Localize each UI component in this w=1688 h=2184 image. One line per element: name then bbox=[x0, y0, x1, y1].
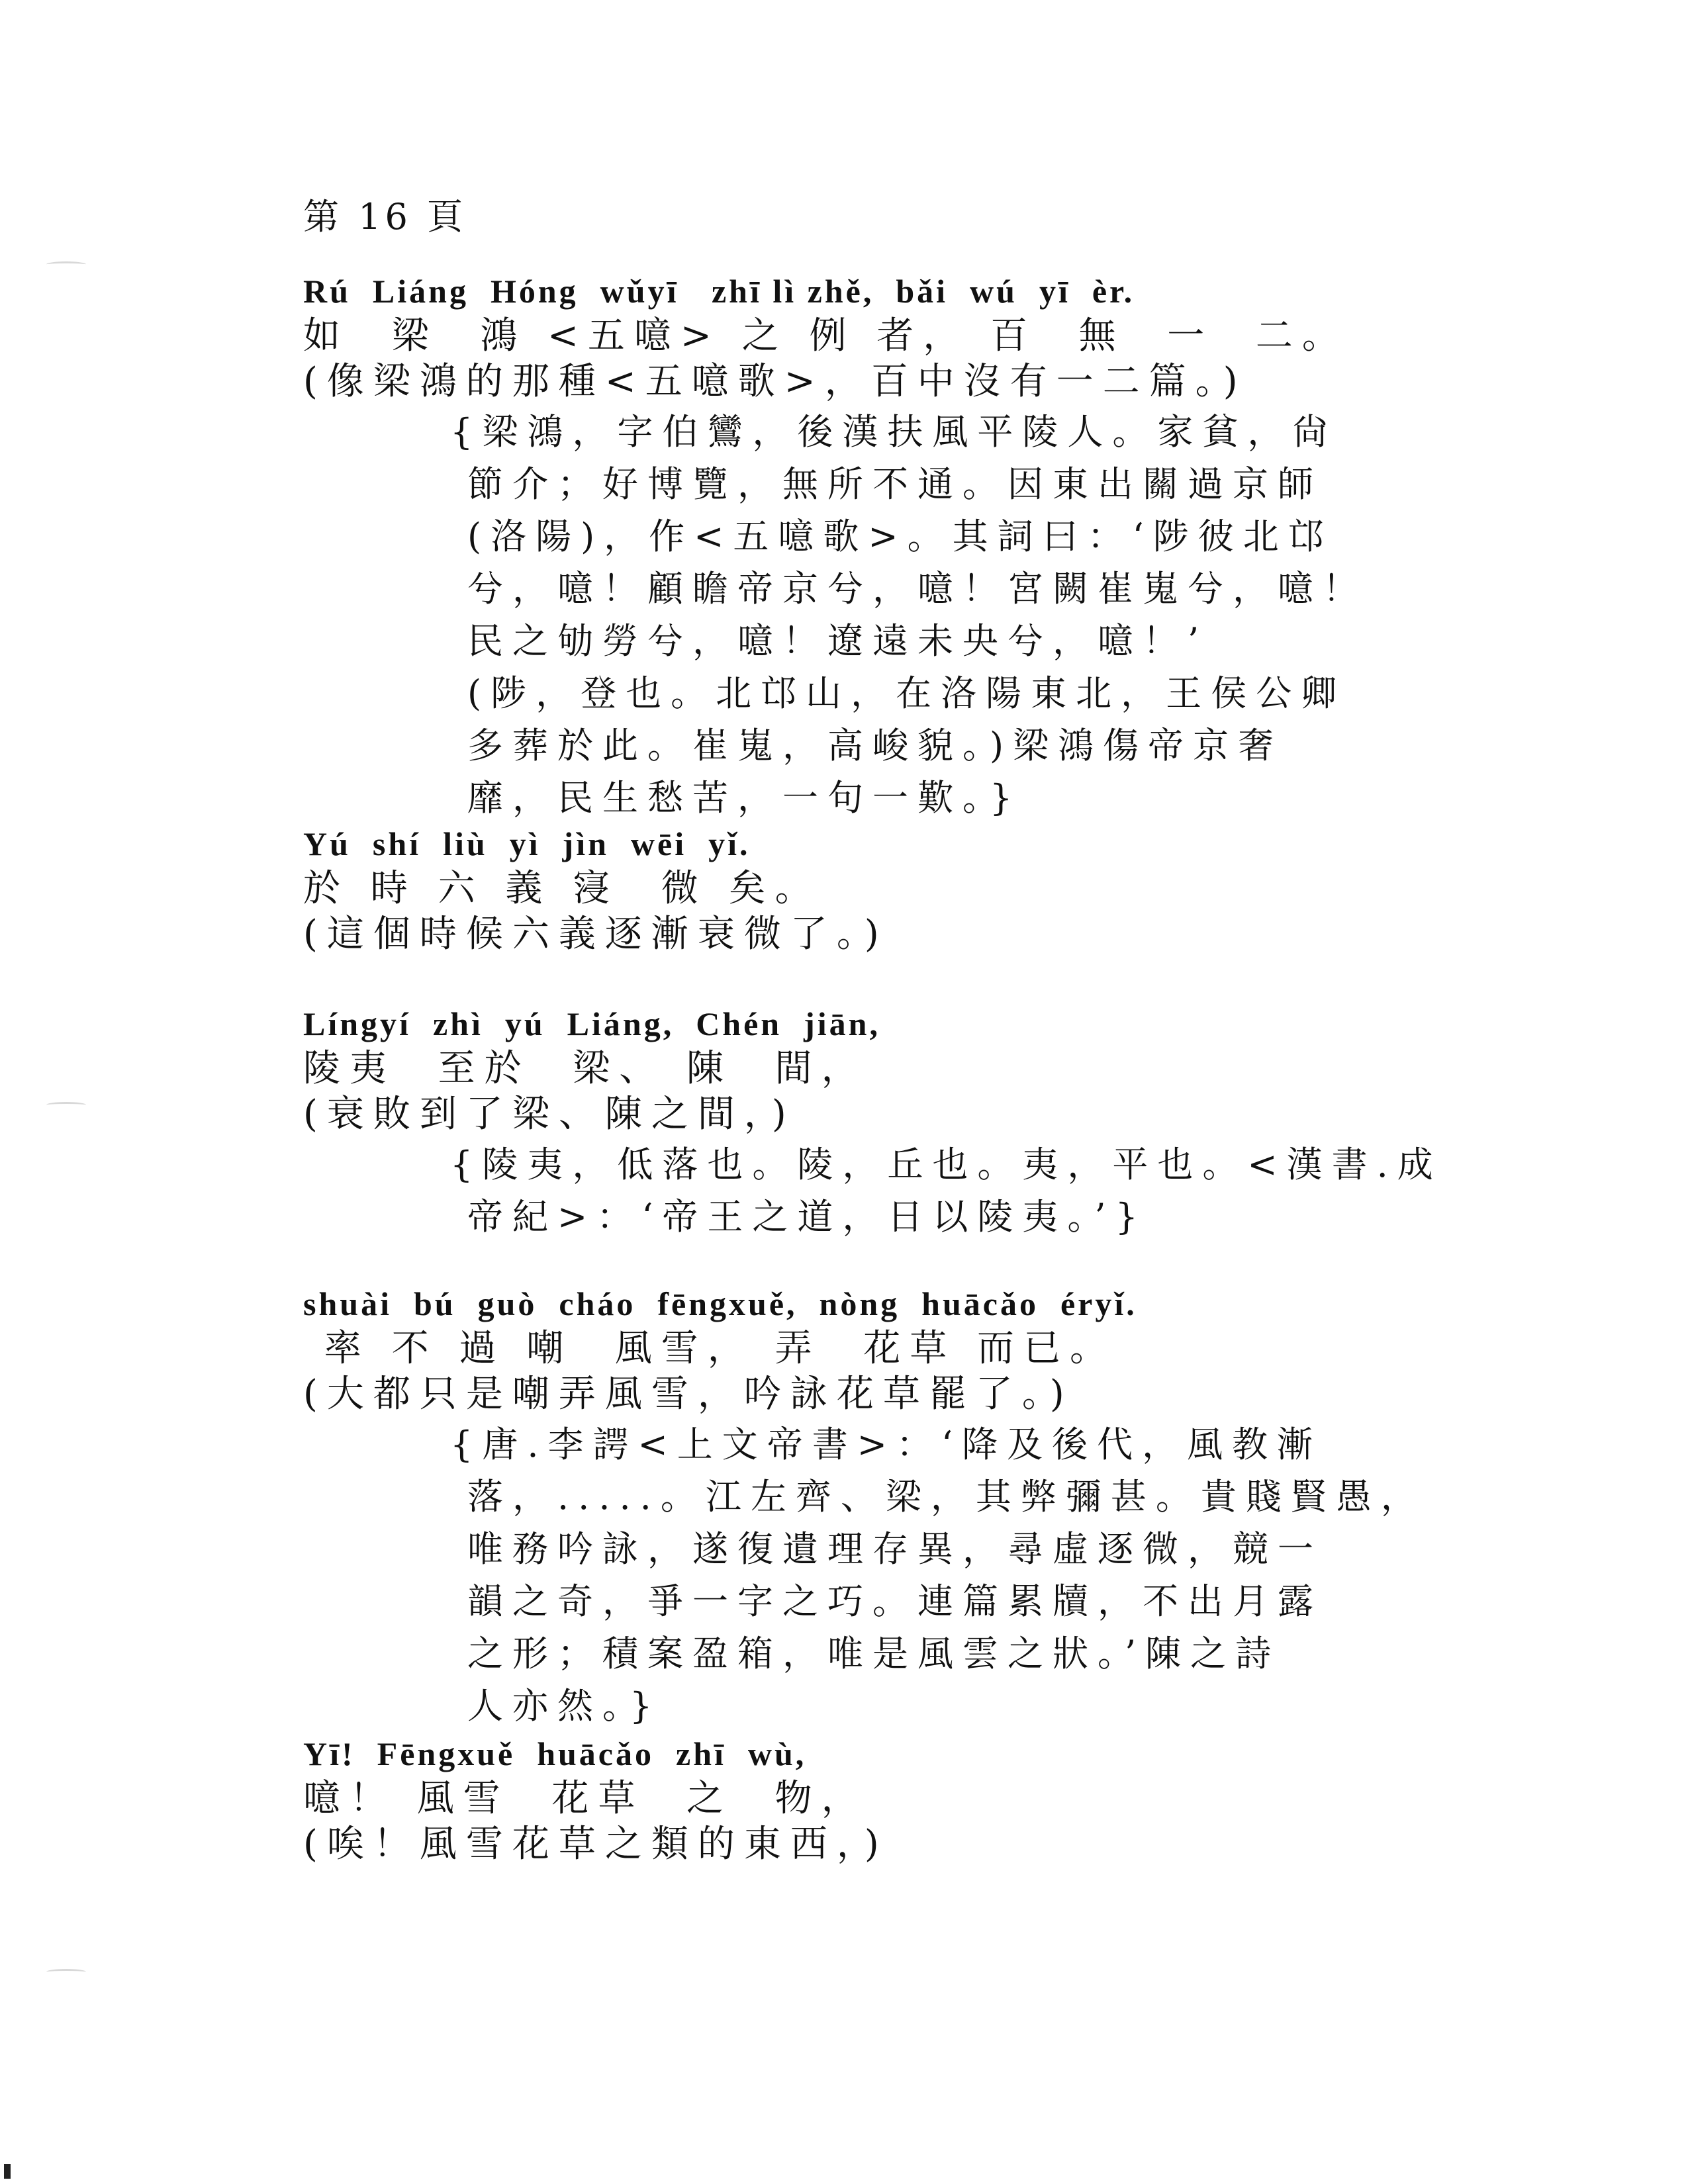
note-line: {陵夷，低落也。陵，丘也。夷，平也。<漢書.成 bbox=[450, 1144, 1442, 1185]
annotation-note bbox=[450, 1418, 1495, 1732]
pinyin-line: Língyí zhì yú Liáng, Chén jiān, bbox=[303, 1005, 880, 1042]
translation-line: (像梁鴻的那種<五噫歌>，百中沒有一二篇。) bbox=[303, 360, 1247, 403]
translation-line: (大都只是嘲弄風雪，吟詠花草罷了。) bbox=[303, 1373, 1074, 1416]
page-header: 第 16 頁 bbox=[303, 196, 467, 238]
note-line: {唐.李諤<上文帝書>：‘降及後代，風教漸 bbox=[450, 1424, 1323, 1465]
hanzi-line: 噫！ 風雪 花草 之 物， bbox=[303, 1777, 868, 1820]
translation-line: (這個時候六義逐漸衰微了。) bbox=[303, 913, 888, 956]
note-line: 之形；積案盈箱，唯是風雲之狀。’陳之詩 bbox=[467, 1633, 1281, 1674]
note-line: 多葬於此。崔嵬，高峻貌。)梁鴻傷帝京奢 bbox=[467, 725, 1284, 766]
note-line: 民之劬勞兮，噫！遼遠未央兮，噫！’ bbox=[467, 620, 1209, 662]
hanzi-line: 於 時 六 義 寖 微 矣。 bbox=[303, 867, 821, 910]
note-line: (洛陽)，作<五噫歌>。其詞曰：‘陟彼北邙 bbox=[467, 516, 1333, 557]
hanzi-line: 率 不 過 嘲 風雪， 弄 花草 而已。 bbox=[303, 1327, 1117, 1370]
punch-hole-mark bbox=[46, 1969, 86, 1975]
verse-section bbox=[303, 1001, 1495, 1243]
note-line: 落，.....。江左齊、梁，其弊彌甚。貴賤賢愚， bbox=[467, 1476, 1426, 1518]
punch-hole-mark bbox=[46, 1102, 86, 1108]
verse-section bbox=[303, 1281, 1495, 1732]
hanzi-line: 如 梁 鴻 <五噫> 之 例 者， 百 無 一 二。 bbox=[303, 314, 1348, 357]
translation-line: (衰敗到了梁、陳之間，) bbox=[303, 1093, 796, 1136]
note-line: 韻之奇，爭一字之巧。連篇累牘，不出月露 bbox=[467, 1580, 1323, 1622]
note-line: (陟，登也。北邙山，在洛陽東北，王侯公卿 bbox=[467, 672, 1346, 714]
note-line: 靡，民生愁苦，一句一歎。} bbox=[467, 777, 1022, 819]
verse-section bbox=[303, 1731, 1495, 1868]
note-line: {梁鴻，字伯鸞，後漢扶風平陵人。家貧，尙 bbox=[450, 411, 1338, 453]
annotation-note bbox=[450, 406, 1495, 824]
pinyin-line: Yī! Fēngxuě huācǎo zhī wù, bbox=[303, 1735, 807, 1772]
pinyin-line: Rú Liáng Hóng wǔyī zhī lì zhě, bǎi wú yī èr. bbox=[303, 273, 1135, 310]
annotation-note bbox=[450, 1138, 1495, 1243]
hanzi-line: 陵夷 至於 梁、 陳 間， bbox=[303, 1047, 868, 1090]
note-line: 兮，噫！顧瞻帝京兮，噫！宮闕崔嵬兮，噫！ bbox=[467, 568, 1368, 610]
pinyin-line: shuài bú guò cháo fēngxuě, nòng huācǎo éryǐ. bbox=[303, 1285, 1137, 1322]
translation-line: (唉！風雪花草之類的東西，) bbox=[303, 1823, 888, 1866]
note-line: 人亦然。} bbox=[467, 1685, 662, 1727]
note-line: 節介；好博覽，無所不通。因東出關過京師 bbox=[467, 463, 1323, 505]
note-line: 帝紀>：‘帝王之道，日以陵夷。’} bbox=[467, 1196, 1147, 1238]
verse-section bbox=[303, 821, 1495, 958]
pinyin-line: Yú shí liù yì jìn wēi yǐ. bbox=[303, 825, 751, 862]
verse-section bbox=[303, 268, 1495, 824]
scan-edge-mark bbox=[4, 2164, 11, 2179]
punch-hole-mark bbox=[46, 261, 86, 267]
note-line: 唯務吟詠，遂復遺理存異，尋虛逐微，競一 bbox=[467, 1528, 1323, 1570]
